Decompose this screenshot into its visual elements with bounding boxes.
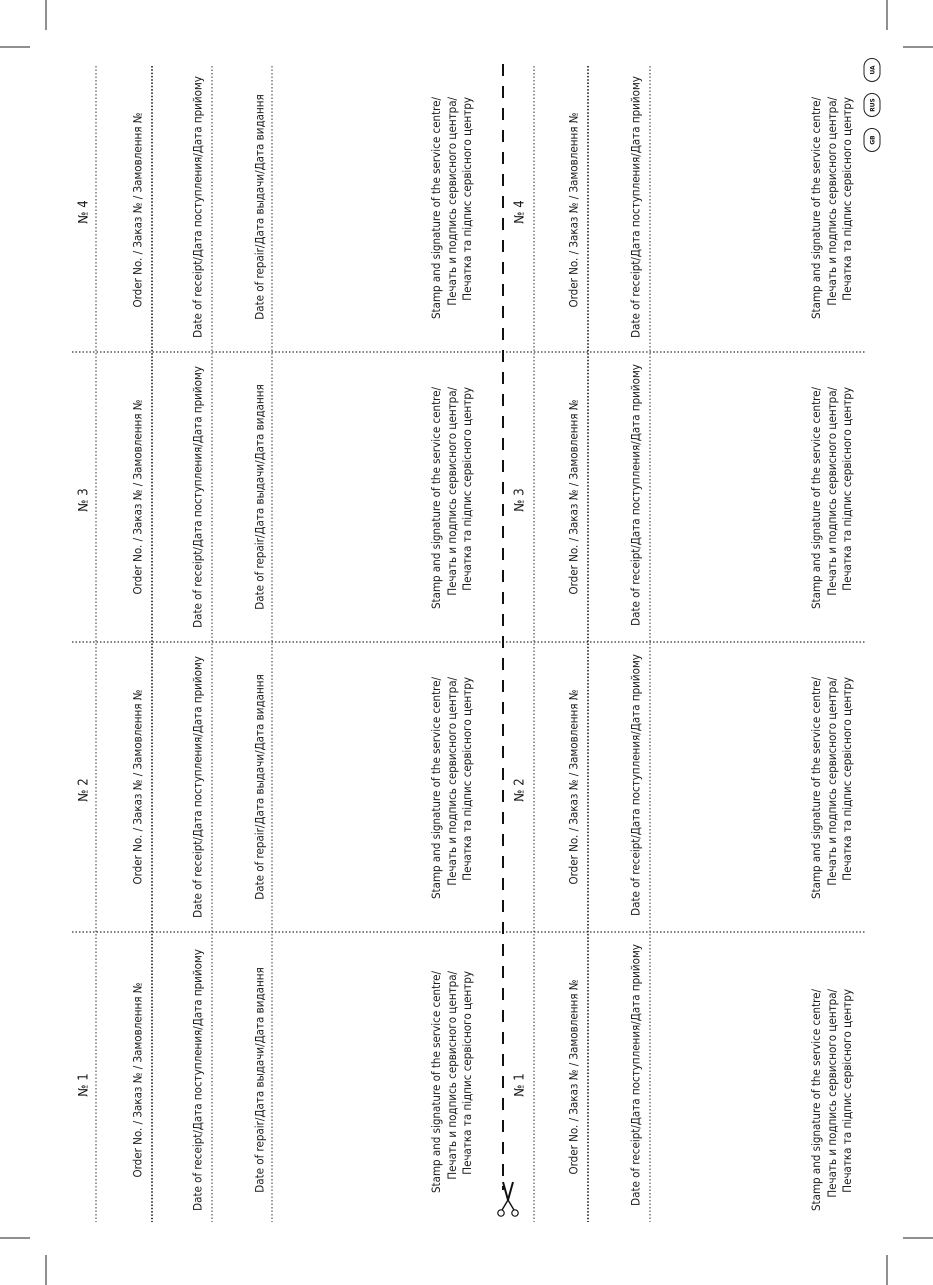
order-number-label: Order No. / Заказ № / Замовлення №	[566, 399, 581, 595]
coupon-number-3: № 3	[76, 488, 92, 512]
coupon-number-2: № 2	[512, 778, 528, 802]
stamp-signature-label: Stamp and signature of the service centre/ Печать и подпись сервисного центра/ Печатка та підпис сервісного центру	[808, 988, 854, 1212]
order-number-label: Order No. / Заказ № / Замовлення №	[130, 982, 145, 1178]
repair-date-label: Date of repair/Дата выдачи/Дата видання	[252, 94, 267, 320]
stamp-signature-label: Stamp and signature of the service centre/ Печать и подпись сервисного центра/ Печатка та підпис сервісного центру	[808, 386, 854, 610]
stamp-signature-label: Stamp and signature of the service centre/ Печать и подпись сервисного центра/ Печатка та підпис сервісного центру	[808, 676, 854, 900]
receipt-date-label: Date of receipt/Дата поступления/Дата прийому	[190, 656, 205, 918]
receipt-date-label: Date of receipt/Дата поступления/Дата прийому	[190, 76, 205, 338]
country-badge-gb: GB	[864, 128, 881, 152]
stamp-signature-label: Stamp and signature of the service centre/ Печать и подпись сервисного центра/ Печатка та підпис сервісного центру	[428, 676, 474, 900]
coupon-number-1: № 1	[76, 1073, 92, 1097]
stamp-signature-label: Stamp and signature of the service centre/ Печать и подпись сервисного центра/ Печатка та підпис сервісного центру	[428, 970, 474, 1194]
coupon-number-4: № 4	[76, 200, 92, 224]
order-number-label: Order No. / Заказ № / Замовлення №	[130, 112, 145, 308]
repair-date-label: Date of repair/Дата выдачи/Дата видання	[252, 967, 267, 1193]
receipt-date-label: Date of receipt/Дата поступления/Дата прийому	[628, 76, 643, 338]
scissors-icon	[494, 1180, 524, 1220]
coupon-number-1: № 1	[512, 1073, 528, 1097]
receipt-date-label: Date of receipt/Дата поступления/Дата прийому	[628, 364, 643, 626]
coupon-number-2: № 2	[76, 778, 92, 802]
stamp-signature-label: Stamp and signature of the service centre/ Печать и подпись сервисного центра/ Печатка та підпис сервісного центру	[428, 386, 474, 610]
receipt-date-label: Date of receipt/Дата поступления/Дата прийому	[628, 944, 643, 1206]
order-number-label: Order No. / Заказ № / Замовлення №	[566, 112, 581, 308]
order-number-label: Order No. / Заказ № / Замовлення №	[130, 689, 145, 885]
coupon-number-4: № 4	[512, 200, 528, 224]
receipt-date-label: Date of receipt/Дата поступления/Дата прийому	[190, 949, 205, 1211]
receipt-date-label: Date of receipt/Дата поступления/Дата прийому	[190, 366, 205, 628]
order-number-label: Order No. / Заказ № / Замовлення №	[566, 979, 581, 1175]
receipt-date-label: Date of receipt/Дата поступления/Дата прийому	[628, 654, 643, 916]
stamp-signature-label: Stamp and signature of the service centre/ Печать и подпись сервисного центра/ Печатка та підпис сервісного центру	[808, 96, 854, 320]
coupon-number-3: № 3	[512, 488, 528, 512]
order-number-label: Order No. / Заказ № / Замовлення №	[566, 689, 581, 885]
repair-date-label: Date of repair/Дата выдачи/Дата видання	[252, 674, 267, 900]
country-badge-rus: RUS	[864, 93, 881, 117]
stamp-signature-label: Stamp and signature of the service centre/ Печать и подпись сервисного центра/ Печатка та підпис сервісного центру	[428, 96, 474, 320]
country-badge-ua: UA	[864, 58, 881, 82]
order-number-label: Order No. / Заказ № / Замовлення №	[130, 399, 145, 595]
repair-date-label: Date of repair/Дата выдачи/Дата видання	[252, 384, 267, 610]
